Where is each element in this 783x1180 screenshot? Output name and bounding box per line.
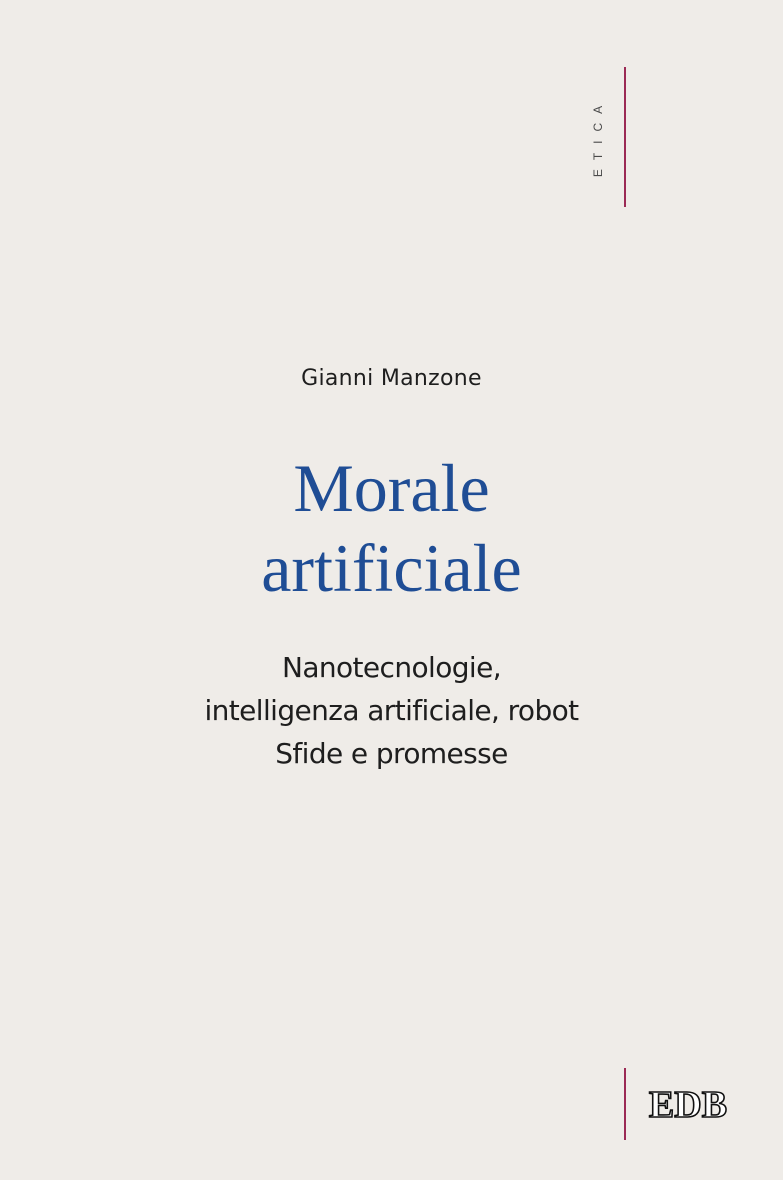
title-line: Morale [293,450,490,526]
subtitle-line: Nanotecnologie, [281,651,502,684]
publisher-logo [647,1083,729,1125]
subtitle-line: intelligenza artificiale, robot [204,694,579,727]
subtitle-line: Sfide e promesse [275,737,508,770]
author-name: Gianni Manzone [301,366,482,391]
series-rule [624,67,626,207]
book-title [0,448,783,608]
series-label: ETICA [591,96,605,178]
edb-logo-icon [647,1083,729,1125]
publisher-rule [624,1068,626,1140]
title-line: artificiale [261,530,522,606]
book-subtitle [0,646,783,775]
publisher-logo-text: EDB [648,1084,728,1125]
